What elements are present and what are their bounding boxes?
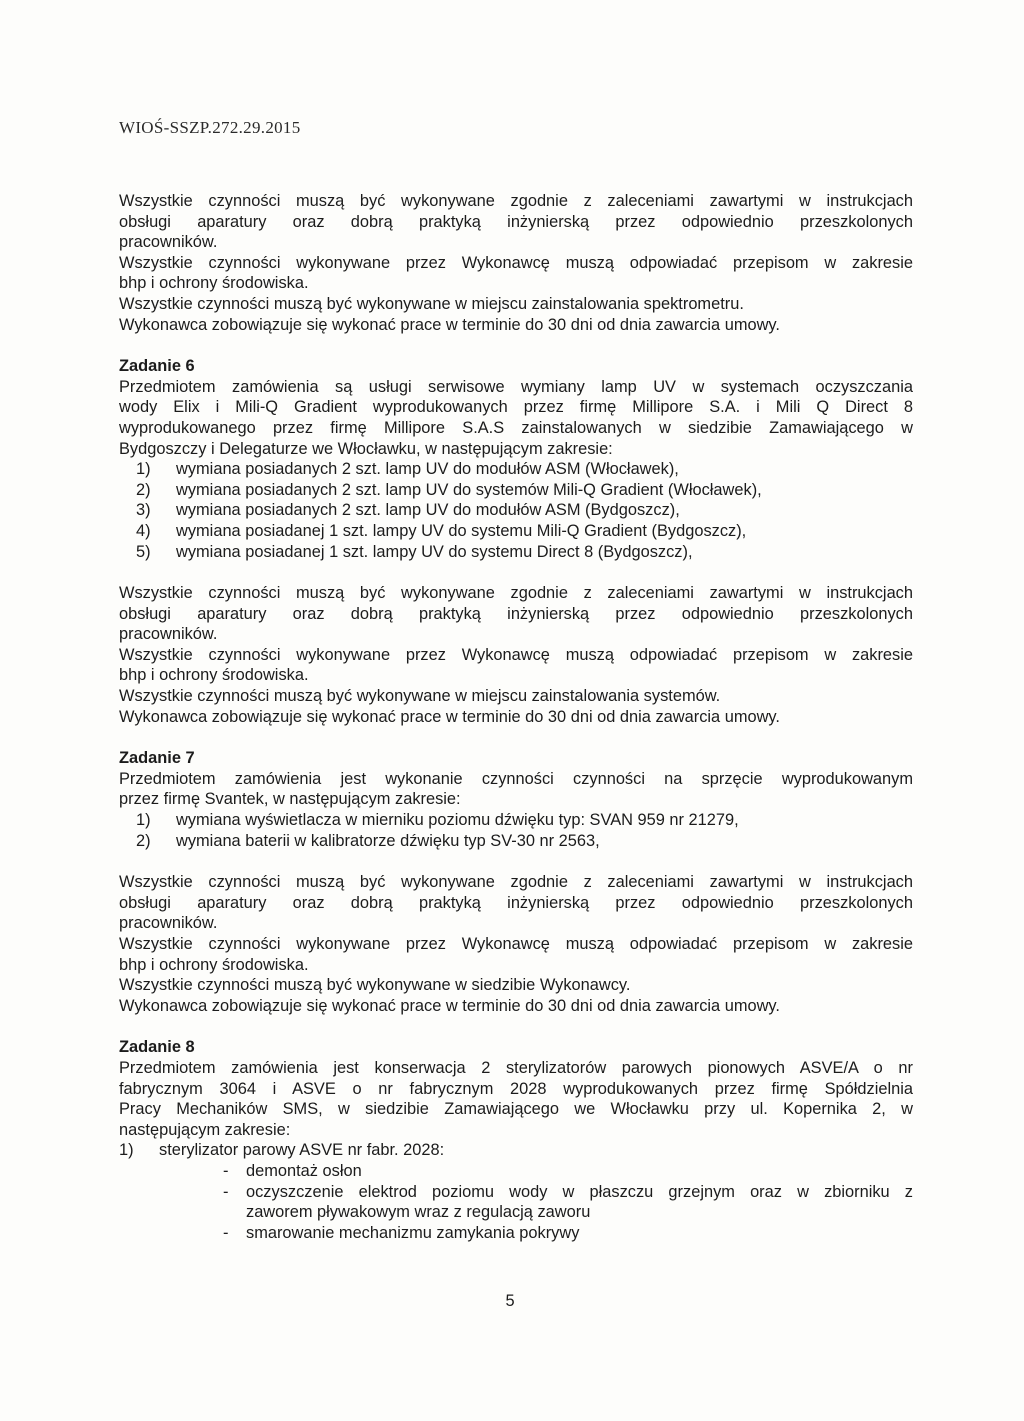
text-line: Wykonawca zobowiązuje się wykonać prace w terminie do 30 dni od dnia zawarcia umowy. [119, 707, 780, 726]
text-line: Wszystkie czynności muszą być wykonywane zgodnie z zaleceniami zawartymi w instrukcjach [119, 584, 913, 603]
document-reference-number: WIOŚ-SSZP.272.29.2015 [119, 118, 301, 137]
text-line: Pracy Mechaników SMS, w siedzibie Zamawiającego we Włocławku przy ul. Kopernika 2, w [119, 1100, 913, 1119]
text-line: Bydgoszczy i Delegaturze we Włocławku, w następującym zakresie: [119, 439, 613, 458]
list-item [136, 480, 913, 501]
list-item-number: 4) [136, 521, 151, 540]
text-line: Przedmiotem zamówienia jest wykonanie czynności czynności na sprzęcie wyprodukowanym [119, 769, 913, 788]
text-line: Wszystkie czynności muszą być wykonywane w miejscu zainstalowania spektrometru. [119, 294, 744, 313]
dash-list-item [223, 1223, 913, 1244]
text-line: Wszystkie czynności muszą być wykonywane zgodnie z zaleceniami zawartymi w instrukcjach [119, 873, 913, 892]
document-body [119, 191, 913, 1243]
dash-bullet: - [223, 1182, 229, 1201]
dash-item-text: oczyszczenie elektrod poziomu wody w płaszczu grzejnym oraz w zbiorniku z [246, 1182, 913, 1201]
text-line: Wykonawca zobowiązuje się wykonać prace w terminie do 30 dni od dnia zawarcia umowy. [119, 996, 780, 1015]
text-line: fabrycznym 3064 i ASVE o nr fabrycznym 2028 wyprodukowanych przez firmę Spółdzielnia [119, 1079, 913, 1098]
paragraph-requirements-intro [119, 191, 913, 335]
text-line: następującym zakresie: [119, 1120, 291, 1139]
page-number: 5 [505, 1292, 515, 1310]
list-item-number: 3) [136, 501, 151, 520]
text-line: wody Elix i Mili-Q Gradient wyprodukowanych przez firmę Millipore S.A. i Mili Q Direct 8 [119, 398, 913, 417]
text-line: Wykonawca zobowiązuje się wykonać prace w terminie do 30 dni od dnia zawarcia umowy. [119, 315, 780, 334]
list-item [136, 831, 913, 852]
text-line: Przedmiotem zamówienia są usługi serwisowe wymiany lamp UV w systemach oczyszczania [119, 377, 913, 396]
list-item-number: 2) [136, 831, 151, 850]
dash-list-item [223, 1161, 913, 1182]
text-line: pracowników. [119, 625, 218, 644]
dash-item-text: demontaż osłon [246, 1161, 362, 1180]
dash-list-item [223, 1182, 913, 1223]
text-line: obsługi aparatury oraz dobrą praktyką inżynierską przez odpowiednio przeszkolonych [119, 212, 913, 231]
text-line: Wszystkie czynności wykonywane przez Wykonawcę muszą odpowiadać przepisom w zakresie [119, 645, 913, 664]
section-task-6 [119, 356, 913, 727]
text-line: wyprodukowanego przez firmę Millipore S.A.S zainstalowanych w siedzibie Zamawiającego w [119, 418, 913, 437]
numbered-list [119, 810, 913, 851]
list-item [136, 542, 913, 563]
list-item-text: wymiana wyświetlacza w mierniku poziomu dźwięku typ: SVAN 959 nr 21279, [176, 811, 739, 830]
dash-bullet: - [223, 1223, 229, 1242]
text-line: obsługi aparatury oraz dobrą praktyką inżynierską przez odpowiednio przeszkolonych [119, 604, 913, 623]
section-task-8 [119, 1037, 913, 1243]
list-item-number: 1) [119, 1141, 134, 1160]
list-item-text: sterylizator parowy ASVE nr fabr. 2028: [159, 1141, 445, 1160]
section-heading: Zadanie 8 [119, 1038, 195, 1057]
text-line: Wszystkie czynności muszą być wykonywane w siedzibie Wykonawcy. [119, 976, 631, 995]
section-heading: Zadanie 7 [119, 749, 195, 768]
list-item-number: 1) [136, 811, 151, 830]
text-line: bhp i ochrony środowiska. [119, 666, 309, 685]
list-item [136, 521, 913, 542]
list-item-text: wymiana posiadanych 2 szt. lamp UV do systemów Mili-Q Gradient (Włocławek), [176, 480, 762, 499]
list-item-number: 5) [136, 542, 151, 561]
section-heading: Zadanie 6 [119, 357, 195, 376]
text-line: przez firmę Svantek, w następującym zakresie: [119, 790, 461, 809]
dash-bullet: - [223, 1161, 229, 1180]
text-line: pracowników. [119, 233, 218, 252]
list-item-text: wymiana posiadanych 2 szt. lamp UV do modułów ASM (Włocławek), [176, 460, 679, 479]
text-line: pracowników. [119, 914, 218, 933]
dash-item-text: zaworem pływakowym wraz z regulacją zaworu [246, 1203, 591, 1222]
list-item-number: 2) [136, 480, 151, 499]
text-line: Wszystkie czynności muszą być wykonywane w miejscu zainstalowania systemów. [119, 687, 721, 706]
dash-list [119, 1161, 913, 1243]
list-item-text: wymiana posiadanej 1 szt. lampy UV do systemu Direct 8 (Bydgoszcz), [176, 542, 693, 561]
list-item-text: wymiana posiadanej 1 szt. lampy UV do systemu Mili-Q Gradient (Bydgoszcz), [176, 521, 747, 540]
dash-item-text: smarowanie mechanizmu zamykania pokrywy [246, 1223, 580, 1242]
section-task-7 [119, 748, 913, 1016]
list-item-text: wymiana posiadanych 2 szt. lamp UV do modułów ASM (Bydgoszcz), [176, 501, 680, 520]
list-item [119, 1140, 913, 1161]
list-item [136, 459, 913, 480]
numbered-list [119, 459, 913, 562]
list-item-text: wymiana baterii w kalibratorze dźwięku typ SV-30 nr 2563, [176, 831, 600, 850]
text-line: Wszystkie czynności muszą być wykonywane zgodnie z zaleceniami zawartymi w instrukcjach [119, 192, 913, 210]
text-line: Przedmiotem zamówienia jest konserwacja 2 sterylizatorów parowych pionowych ASVE/A o nr [119, 1058, 913, 1077]
text-line: obsługi aparatury oraz dobrą praktyką inżynierską przez odpowiednio przeszkolonych [119, 893, 913, 912]
text-line: Wszystkie czynności wykonywane przez Wykonawcę muszą odpowiadać przepisom w zakresie [119, 253, 913, 272]
list-item [136, 810, 913, 831]
list-item [136, 500, 913, 521]
text-line: bhp i ochrony środowiska. [119, 274, 309, 293]
list-item-number: 1) [136, 460, 151, 479]
text-line: bhp i ochrony środowiska. [119, 955, 309, 974]
text-line: Wszystkie czynności wykonywane przez Wykonawcę muszą odpowiadać przepisom w zakresie [119, 935, 913, 953]
